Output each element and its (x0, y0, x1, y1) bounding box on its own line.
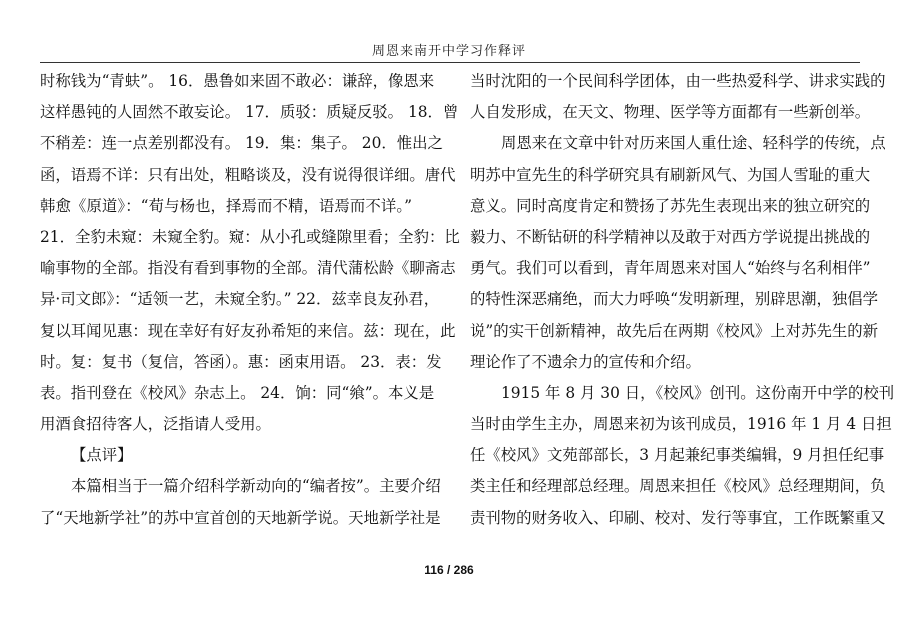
body-line: 类主任和经理部总经理。周恩来担任《校风》总经理期间，负 (470, 477, 886, 496)
body-line: 人自发形成，在天文、物理、医学等方面都有一些新创举。 (470, 103, 871, 122)
body-line: 说”的实干创新精神，故先后在两期《校风》上对苏先生的新 (470, 321, 879, 340)
left-column (40, 66, 460, 534)
note-line: 不稍差：连一点差别都没有。 19．集：集子。 20．惟出之 (40, 134, 443, 153)
section-title: 【点评】 (71, 446, 133, 465)
body-line: 明苏中宣先生的科学研究具有刷新风气、为国人雪耻的重大 (470, 165, 871, 184)
note-line: 喻事物的全部。指没有看到事物的全部。清代蒲松龄《聊斋志 (40, 259, 456, 278)
body-line: 勇气。我们可以看到，青年周恩来对国人“始终与名利相伴” (470, 259, 871, 278)
note-line: 表。指刊登在《校风》杂志上。 24．饷：同“飨”。本义是 (40, 383, 435, 402)
header-rule (40, 62, 860, 63)
right-column (470, 66, 895, 534)
body-line: 任《校风》文苑部部长，3 月起兼纪事类编辑，9 月担任纪事 (470, 446, 885, 465)
note-line: 这样愚钝的人固然不敢妄论。 17．质驳：质疑反驳。 18．曾 (40, 103, 459, 122)
body-line: 当时由学生主办，周恩来初为该刊成员，1916 年 1 月 4 日担 (470, 415, 892, 434)
note-line: 时。复：复书（复信，答函）。惠：函束用语。 23．表：发 (40, 352, 442, 371)
note-line: 用酒食招待客人，泛指请人受用。 (40, 415, 271, 434)
comment-line: 本篇相当于一篇介绍科学新动向的“编者按”。主要介绍 (71, 477, 441, 496)
note-line: 时称钱为“青蚨”。 16．愚鲁如来固不敢必：谦辞，像恩来 (40, 72, 435, 90)
body-line: 周恩来在文章中针对历来国人重仕途、轻科学的传统，点 (501, 134, 886, 153)
note-line: 函，语焉不详：只有出处，粗略谈及，没有说得很详细。唐代 (40, 165, 456, 184)
note-line: 复以耳闻见惠：现在幸好有好友孙希矩的来信。兹：现在，此 (40, 321, 456, 340)
body-line: 当时沈阳的一个民间科学团体，由一些热爱科学、讲求实践的 (470, 72, 886, 90)
page-indicator: 116 / 286 (424, 563, 474, 577)
body-line: 毅力、不断钻研的科学精神以及敢于对西方学说提出挑战的 (470, 227, 871, 246)
body-line: 意义。同时高度肯定和赞扬了苏先生表现出来的独立研究的 (470, 196, 871, 215)
body-line: 1915 年 8 月 30 日，《校风》创刊。这份南开中学的校刊 (501, 383, 895, 402)
note-line: 韩愈《原道》：“荀与杨也，择焉而不精，语焉而不详。” (40, 196, 412, 215)
comment-line: 了“天地新学社”的苏中宣首创的天地新学说。天地新学社是 (40, 508, 441, 527)
running-header: 周恩来南开中学习作释评 (371, 44, 526, 59)
body-line: 责刊物的财务收入、印刷、校对、发行等事宜，工作既繁重又 (470, 508, 886, 527)
body-line: 的特性深恶痛绝，而大力呼唤“发明新理，别辟思潮，独倡学 (470, 290, 879, 309)
note-line: 异·司文郎》：“适领一艺，未窥全豹。” 22．兹幸良友孙君， (40, 290, 440, 309)
note-line: 21．全豹未窥：未窥全豹。窥：从小孔或缝隙里看；全豹：比 (40, 227, 460, 246)
body-line: 理论作了不遗余力的宣传和介绍。 (470, 352, 701, 371)
